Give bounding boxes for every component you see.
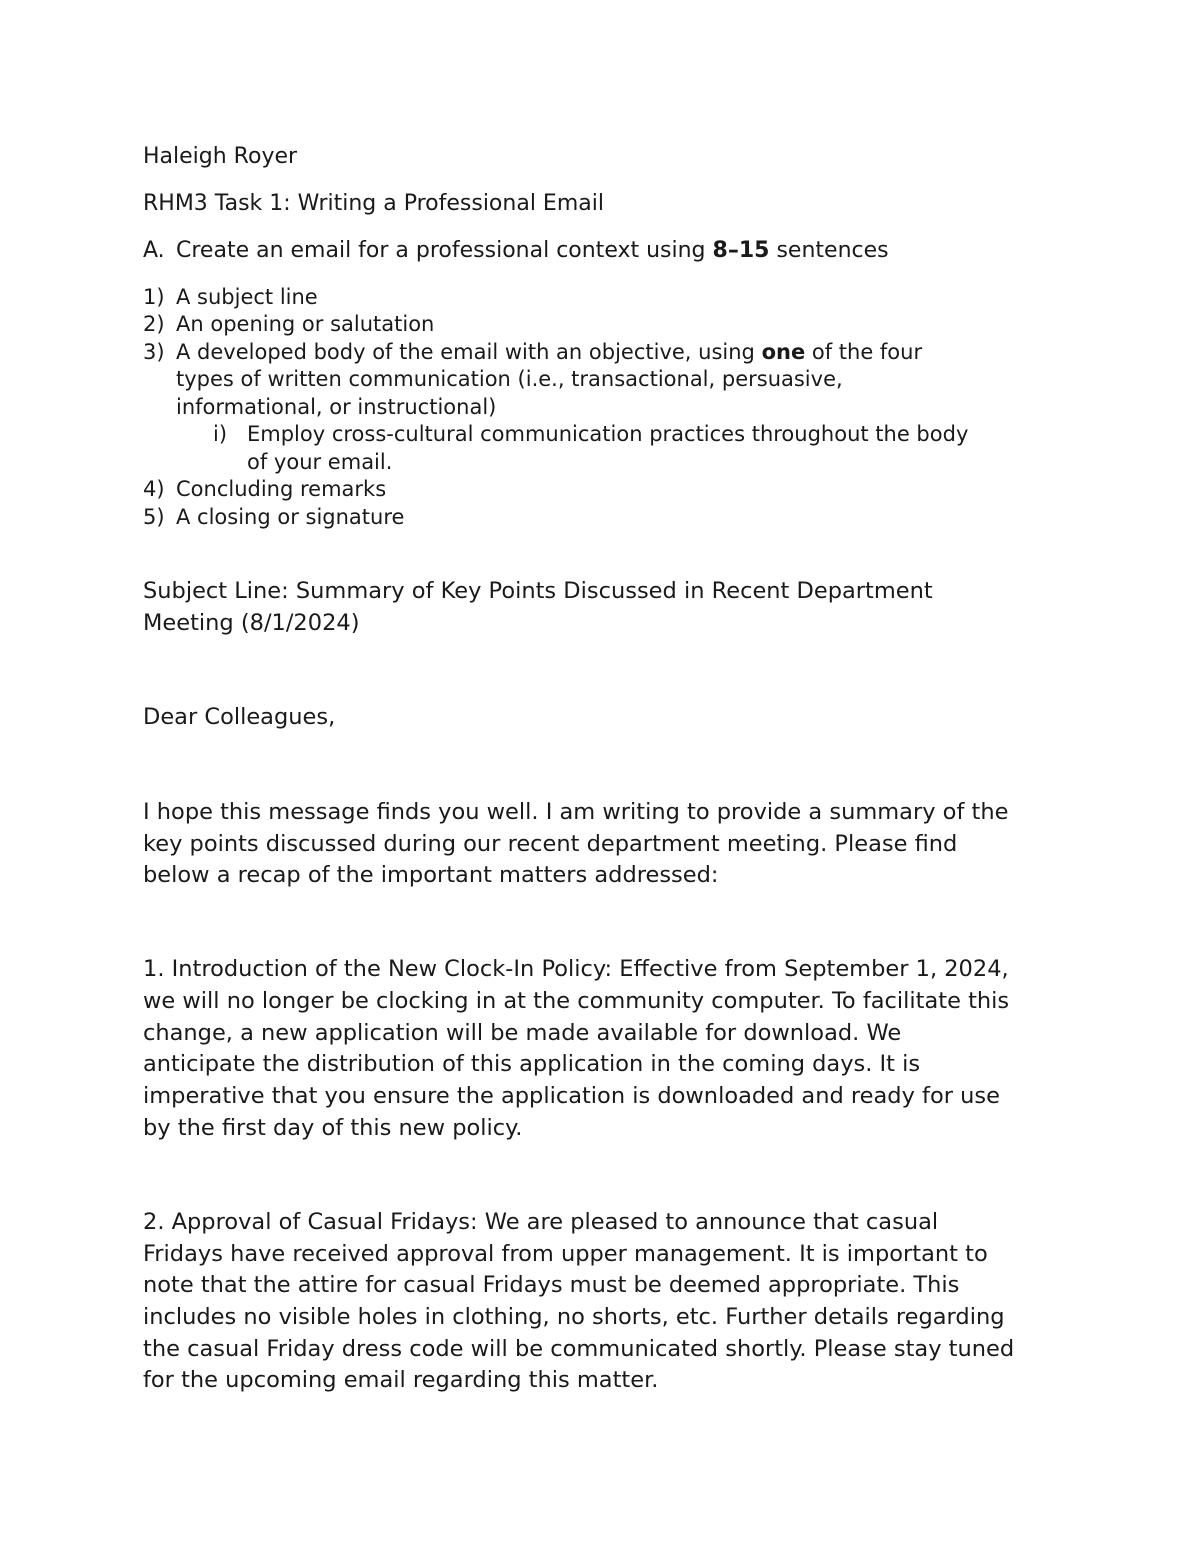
point1-line: we will no longer be clocking in at the community computer. To facilitate this [143,988,1010,1014]
point2-line: for the upcoming email regarding this matter. [143,1367,659,1393]
prompt-text: Create an email for a professional context using 8–15 sentences [176,238,889,263]
intro-line: key points discussed during our recent department meeting. Please find [143,831,958,857]
point2-line: includes no visible holes in clothing, no shorts, etc. Further details regarding [143,1304,1005,1330]
author-name: Haleigh Royer [143,144,298,169]
subject-line: Subject Line: Summary of Key Points Discussed in Recent Department [143,578,933,604]
point1-line: change, a new application will be made available for download. We [143,1020,902,1046]
point2-line: 2. Approval of Casual Fridays: We are pleased to announce that casual [143,1209,939,1235]
salutation: Dear Colleagues, [143,704,336,730]
intro-line: below a recap of the important matters addressed: [143,862,719,888]
point1-line: imperative that you ensure the application is downloaded and ready for use [143,1083,1000,1109]
task-title: RHM3 Task 1: Writing a Professional Email [143,191,604,216]
point2-line: the casual Friday dress code will be communicated shortly. Please stay tuned [143,1336,1015,1362]
point2-line: note that the attire for casual Fridays must be deemed appropriate. This [143,1272,960,1298]
intro-line: I hope this message finds you well. I am writing to provide a summary of the [143,799,1009,825]
point1-line: 1. Introduction of the New Clock-In Policy: Effective from September 1, 2024, [143,956,1009,982]
point1-line: anticipate the distribution of this application in the coming days. It is [143,1051,921,1077]
subject-line-continuation: Meeting (8/1/2024) [143,610,360,636]
point2-line: Fridays have received approval from upper management. It is important to [143,1241,988,1267]
prompt-label: A. [143,238,165,263]
document-page: Haleigh Royer RHM3 Task 1: Writing a Professional Email A. Create an email for a professional context using 8–15 sentences 1) A subject line 2) An opening or salutation 3) A developed body of the email with an objective, using one of the four types of written communication (i.e., transactional, persuasive, informational, or instructional) i) Employ cross-cultural communication practices throughout the body of your email. 4) Concluding remarks 5) A closing or signature Subject Line: Summary of Key Points Discussed in Recent Department Meeting (8/1/2024) Dear Colleagues, I hope this message finds you well. I am writing to provide a summary of the key points discussed during our recent department meeting. Please find below a recap of the important matters addressed: 1. Introduction of the New Clock-In Policy: Effective from September 1, 2024, we will no longer be clocking in at the community computer. To facilitate this change, a new application will be made available for download. We anticipate the distribution of this application in the coming days. It is imperative that you ensure the application is downloaded and ready for use by the first day of this new policy. 2. Approval of Casual Fridays: We are pleased to announce that casual Fridays have received approval from upper management. It is important to note that the attire for casual Fridays must be deemed appropriate. This includes no visible holes in clothing, no shorts, etc. Further details regarding the casual Friday dress code will be communicated shortly. Please stay tuned for the upcoming email regarding this matter. [0,0,1200,1553]
point1-line: by the first day of this new policy. [143,1115,523,1141]
